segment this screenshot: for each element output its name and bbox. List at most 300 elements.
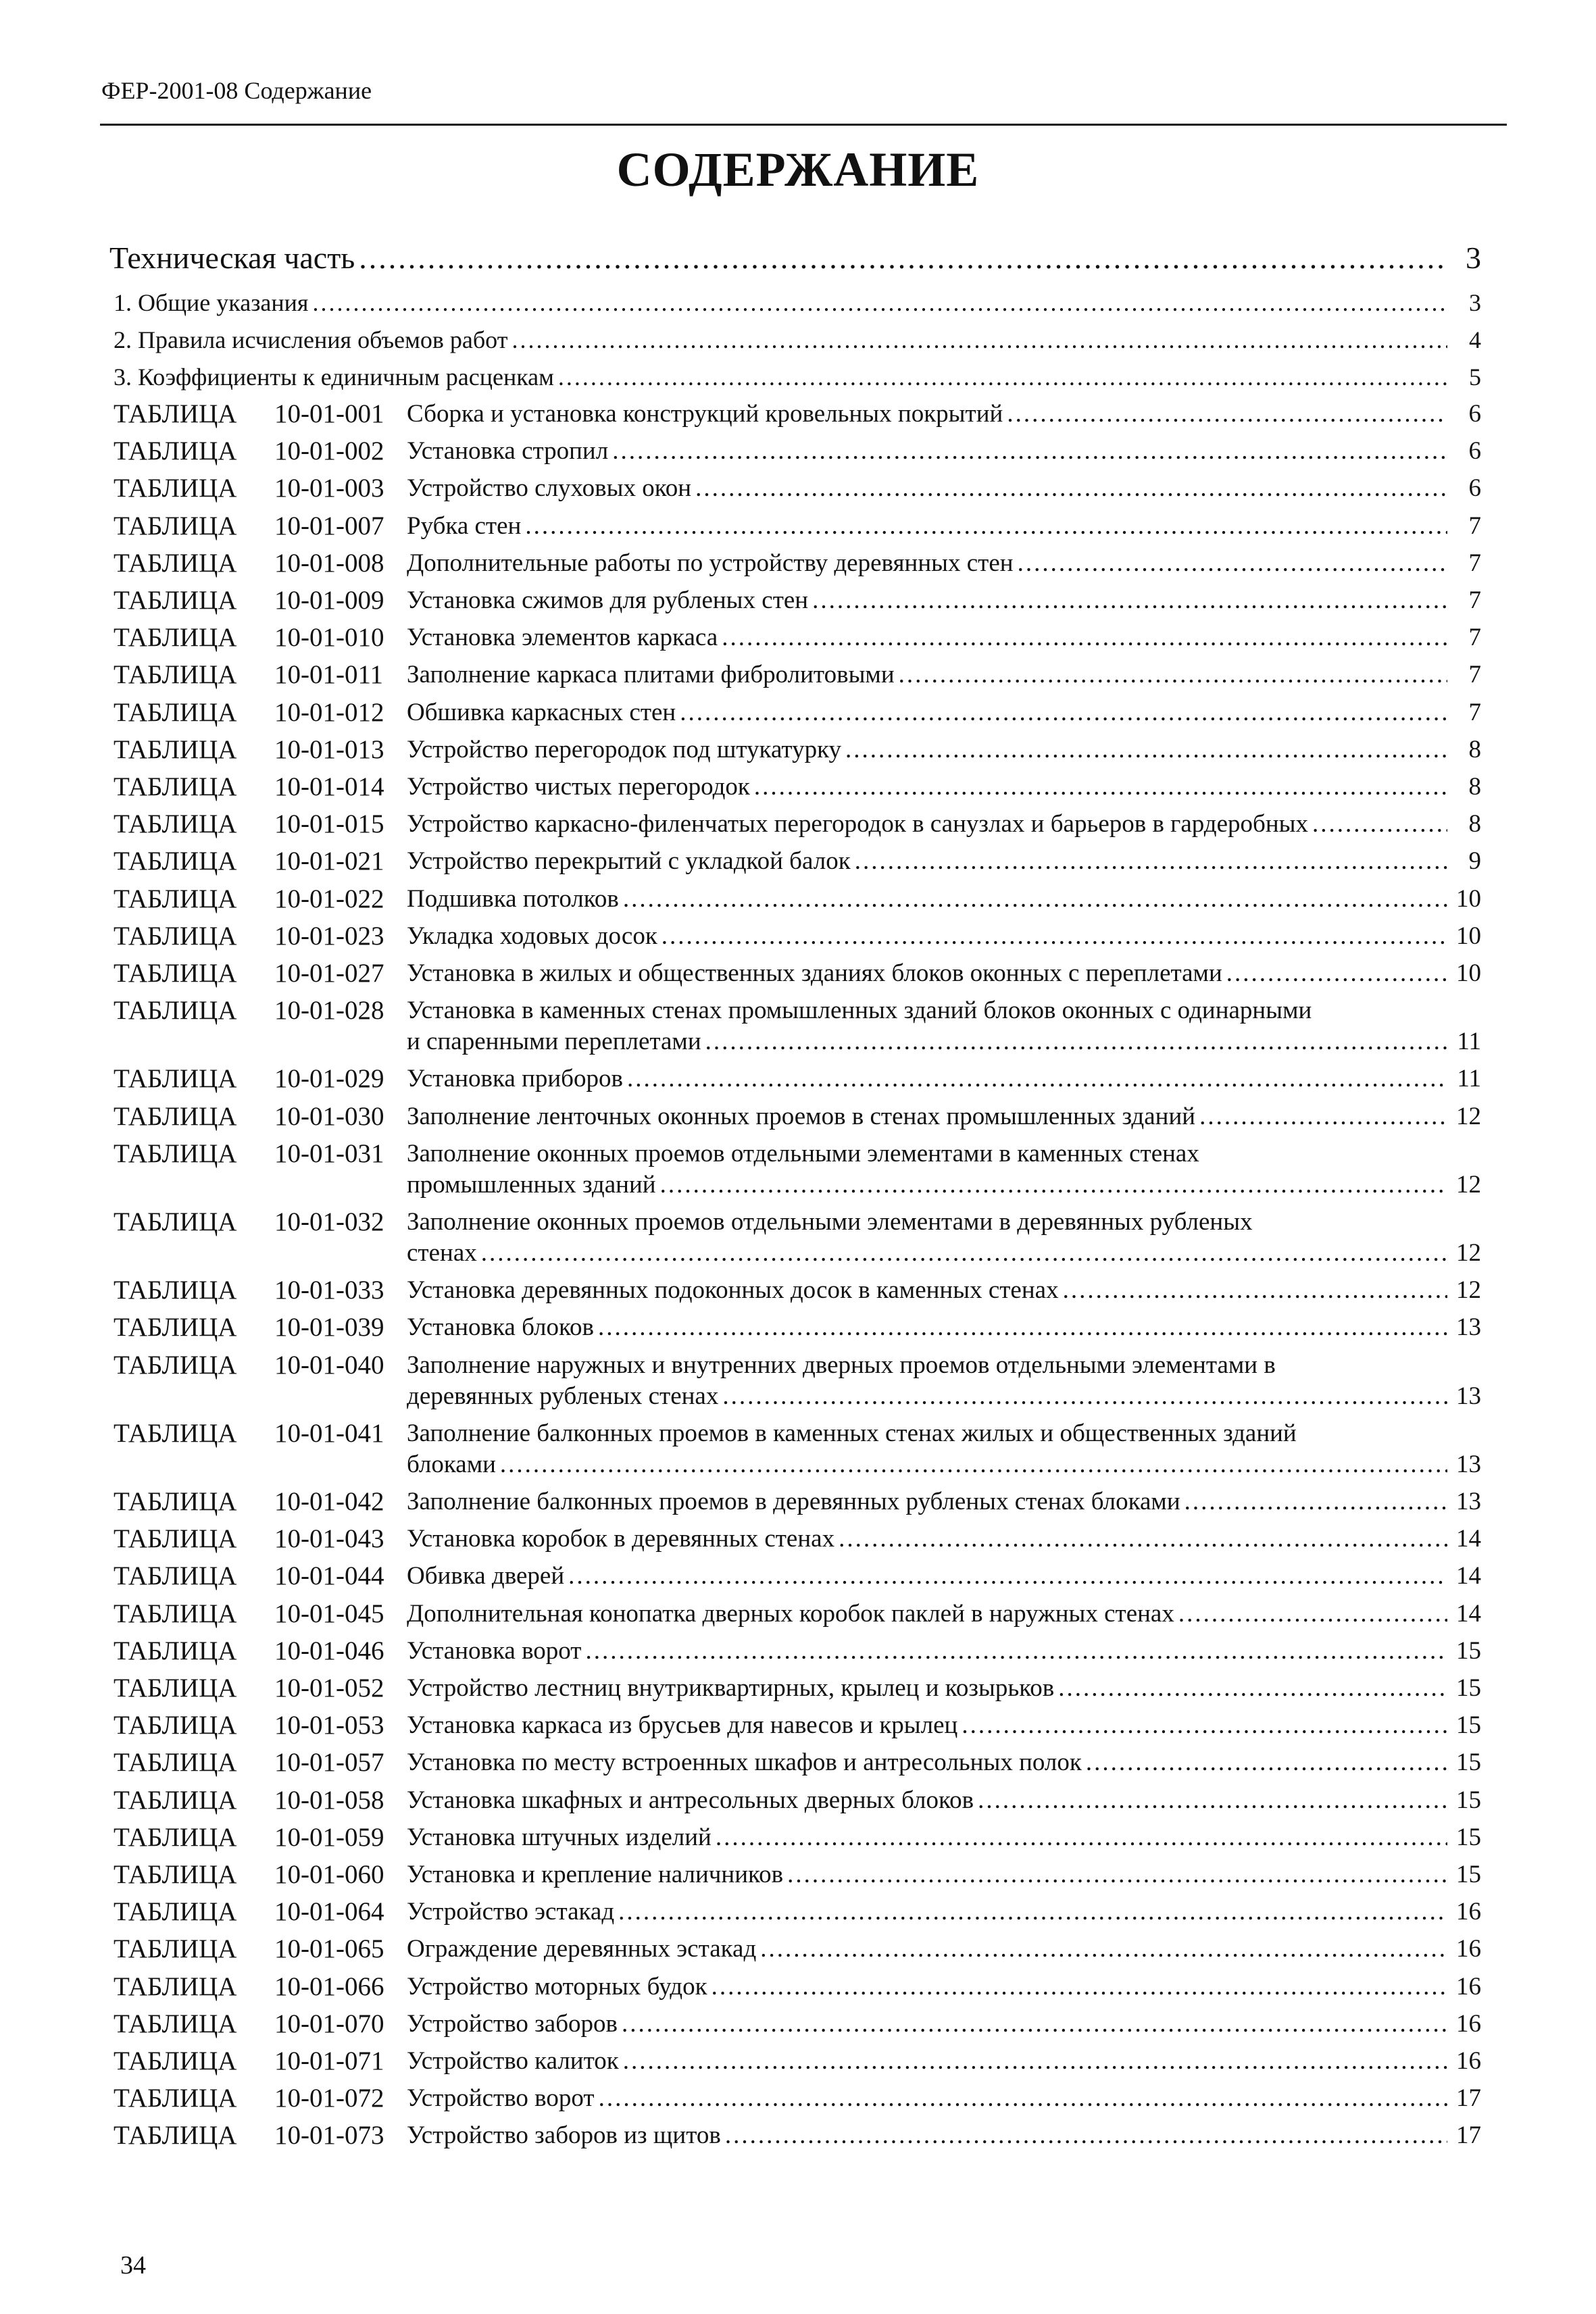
entry-title: Устройство эстакад	[407, 1898, 615, 1926]
entry-title: Дополнительные работы по устройству деревянных стен	[407, 549, 1014, 577]
toc-section-page: 3	[1466, 241, 1481, 275]
dot-leader	[855, 846, 1447, 877]
entry-page: 15	[1456, 1636, 1481, 1665]
toc-table-entry[interactable]	[407, 659, 1481, 690]
entry-title: Установка деревянных подоконных досок в каменных стенах	[407, 1276, 1059, 1305]
table-code: 10-01-002	[274, 436, 384, 466]
table-code: 10-01-007	[274, 511, 384, 540]
toc-table-entry[interactable]	[407, 921, 1481, 952]
table-code: 10-01-022	[274, 884, 384, 913]
entry-page: 16	[1456, 2009, 1481, 2038]
toc-subsection[interactable]	[114, 325, 1481, 355]
toc-subsection[interactable]	[114, 362, 1481, 392]
entry-title: и спаренными переплетами	[407, 1028, 701, 1056]
table-code: 10-01-060	[274, 1860, 384, 1889]
table-code: 10-01-030	[274, 1101, 384, 1131]
dot-leader	[622, 2009, 1447, 2040]
table-code: 10-01-065	[274, 1934, 384, 1964]
entry-title: Установка элементов каркаса	[407, 624, 718, 652]
entry-last-line	[407, 1599, 1481, 1630]
toc-subsection-page: 3	[1469, 289, 1481, 316]
table-keyword: ТАБЛИЦА	[114, 1860, 237, 1889]
entry-title: Устройство заборов из щитов	[407, 2121, 721, 2150]
toc-table-entry[interactable]	[407, 1418, 1481, 1480]
entry-title: стенах	[407, 1239, 477, 1267]
entry-page: 17	[1456, 2121, 1481, 2150]
entry-last-line	[407, 1785, 1481, 1816]
toc-table-entry[interactable]	[407, 1859, 1481, 1890]
entry-last-line	[407, 1822, 1481, 1853]
entry-title: Устройство слуховых окон	[407, 474, 692, 503]
table-keyword: ТАБЛИЦА	[114, 1207, 237, 1236]
entry-last-line	[407, 1026, 1481, 1057]
dot-leader	[525, 511, 1447, 542]
table-keyword: ТАБЛИЦА	[114, 1064, 237, 1094]
entry-last-line	[407, 1169, 1481, 1201]
table-keyword: ТАБЛИЦА	[114, 1822, 237, 1852]
dot-leader	[662, 921, 1447, 952]
toc-table-entry[interactable]	[407, 1350, 1481, 1412]
toc-table-entry[interactable]	[407, 1486, 1481, 1517]
toc-section[interactable]	[109, 239, 1481, 277]
table-code: 10-01-045	[274, 1599, 384, 1628]
dot-leader	[1058, 1673, 1447, 1704]
entry-title: Установка и крепление наличников	[407, 1861, 784, 1888]
dot-leader	[812, 585, 1447, 616]
toc-table-entry[interactable]	[407, 1822, 1481, 1853]
dot-leader	[845, 734, 1447, 765]
dot-leader	[760, 1934, 1447, 1965]
entry-page: 14	[1456, 1599, 1481, 1628]
page-number: 34	[120, 2251, 146, 2280]
dot-leader	[754, 772, 1447, 803]
entry-title: Установка в жилых и общественных зданиях блоков оконных с переплетами	[407, 959, 1222, 987]
dot-leader	[500, 1449, 1447, 1480]
toc-table-entry[interactable]	[407, 1101, 1481, 1132]
toc-table-entry[interactable]	[407, 2046, 1481, 2077]
table-keyword: ТАБЛИЦА	[114, 1748, 237, 1778]
dot-leader	[1226, 958, 1447, 989]
toc-table-entry[interactable]	[407, 2083, 1481, 2114]
table-code: 10-01-001	[274, 399, 384, 428]
toc-table-entry[interactable]	[407, 1138, 1481, 1201]
entry-title: Установка шкафных и антресольных дверных блоков	[407, 1786, 974, 1814]
dot-leader	[962, 1710, 1447, 1741]
table-keyword: ТАБЛИЦА	[114, 1636, 237, 1665]
toc-subsection-page: 5	[1469, 363, 1481, 391]
entry-last-line	[407, 1859, 1481, 1890]
entry-title: Сборка и установка конструкций кровельных покрытий	[407, 400, 1003, 428]
table-code: 10-01-008	[274, 548, 384, 578]
entry-page: 14	[1456, 1562, 1481, 1590]
entry-title: Устройство калиток	[407, 2047, 619, 2075]
toc-subsection-label: 1. Общие указания	[114, 289, 309, 316]
table-keyword: ТАБЛИЦА	[114, 1138, 237, 1168]
dot-leader	[612, 436, 1447, 467]
toc-table-entry[interactable]	[407, 1747, 1481, 1778]
entry-title: Установка стропил	[407, 437, 609, 466]
table-keyword: ТАБЛИЦА	[114, 996, 237, 1026]
toc-table-entry[interactable]	[407, 884, 1481, 915]
entry-last-line	[407, 1710, 1481, 1741]
toc-table-entry[interactable]	[407, 809, 1481, 840]
toc-table-entry[interactable]	[407, 1934, 1481, 1965]
entry-last-line	[407, 884, 1481, 915]
entry-page: 7	[1468, 661, 1481, 689]
entry-title: Установка по месту встроенных шкафов и антресольных полок	[407, 1749, 1082, 1777]
toc-table-entry[interactable]	[407, 511, 1481, 542]
table-keyword: ТАБЛИЦА	[114, 436, 237, 466]
table-code: 10-01-053	[274, 1711, 384, 1740]
entry-page: 12	[1456, 1276, 1481, 1305]
entry-page: 16	[1456, 2047, 1481, 2075]
table-code: 10-01-011	[274, 660, 384, 690]
dot-leader	[623, 884, 1447, 915]
toc-table-entry[interactable]	[407, 846, 1481, 877]
entry-page: 9	[1468, 847, 1481, 876]
toc-table-entry[interactable]	[407, 734, 1481, 765]
dot-leader	[558, 362, 1447, 392]
entry-last-line	[407, 772, 1481, 803]
entry-title: Подшивка потолков	[407, 884, 619, 913]
entry-page: 11	[1457, 1065, 1481, 1093]
toc-table-entry[interactable]	[407, 995, 1481, 1057]
table-code: 10-01-052	[274, 1674, 384, 1703]
table-keyword: ТАБЛИЦА	[114, 1897, 237, 1927]
entry-page: 16	[1456, 1972, 1481, 2001]
table-code: 10-01-032	[274, 1207, 384, 1236]
entry-page: 7	[1468, 698, 1481, 726]
table-keyword: ТАБЛИЦА	[114, 399, 237, 428]
entry-page: 17	[1456, 2084, 1481, 2113]
toc-table-entry[interactable]	[407, 1599, 1481, 1630]
entry-page: 13	[1456, 1382, 1481, 1410]
table-code: 10-01-021	[274, 847, 384, 876]
entry-last-line	[407, 473, 1481, 504]
entry-page: 15	[1456, 1786, 1481, 1814]
dot-leader	[716, 1822, 1447, 1853]
entry-last-line	[407, 734, 1481, 765]
table-code: 10-01-043	[274, 1524, 384, 1554]
table-keyword: ТАБЛИЦА	[114, 697, 237, 727]
header-rule	[100, 124, 1507, 126]
entry-page: 12	[1456, 1170, 1481, 1199]
table-keyword: ТАБЛИЦА	[114, 1418, 237, 1448]
entry-last-line	[407, 1896, 1481, 1928]
entry-title: Установка блоков	[407, 1313, 595, 1342]
entry-last-line	[407, 659, 1481, 690]
toc-table-entry[interactable]	[407, 1275, 1481, 1306]
table-keyword: ТАБЛИЦА	[114, 2084, 237, 2113]
table-code: 10-01-041	[274, 1418, 384, 1448]
entry-page: 10	[1456, 922, 1481, 950]
entry-last-line	[407, 1524, 1481, 1555]
toc-table-entry[interactable]	[407, 1896, 1481, 1928]
table-code: 10-01-066	[274, 1971, 384, 2001]
dot-leader	[359, 239, 1447, 277]
dot-leader	[787, 1859, 1447, 1890]
table-code: 10-01-023	[274, 921, 384, 951]
dot-leader	[599, 2083, 1447, 2114]
entry-page: 12	[1456, 1239, 1481, 1267]
toc-table-entry[interactable]	[407, 1524, 1481, 1555]
table-code: 10-01-046	[274, 1636, 384, 1665]
entry-last-line	[407, 585, 1481, 616]
table-keyword: ТАБЛИЦА	[114, 474, 237, 503]
entry-last-line	[407, 1063, 1481, 1095]
toc-table-entry[interactable]	[407, 1673, 1481, 1704]
table-code: 10-01-042	[274, 1487, 384, 1516]
entry-page: 7	[1468, 624, 1481, 652]
table-code: 10-01-013	[274, 734, 384, 764]
dot-leader	[618, 1896, 1447, 1928]
entry-last-line	[407, 1101, 1481, 1132]
table-code: 10-01-010	[274, 623, 384, 653]
entry-page: 15	[1456, 1861, 1481, 1888]
table-code: 10-01-033	[274, 1276, 384, 1305]
toc-table-entry[interactable]	[407, 1561, 1481, 1592]
table-keyword: ТАБЛИЦА	[114, 1971, 237, 2001]
dot-leader	[680, 697, 1447, 728]
entry-title: деревянных рубленых стенах	[407, 1382, 719, 1410]
entry-last-line	[407, 1561, 1481, 1592]
toc-section-label: Техническая часть	[109, 241, 355, 275]
toc-table-entry[interactable]	[407, 473, 1481, 504]
entry-page: 15	[1456, 1823, 1481, 1851]
dot-leader	[1086, 1747, 1447, 1778]
dot-leader	[627, 1063, 1447, 1095]
table-keyword: ТАБЛИЦА	[114, 809, 237, 839]
entry-last-line	[407, 1312, 1481, 1343]
entry-last-line	[407, 622, 1481, 653]
table-keyword: ТАБЛИЦА	[114, 2009, 237, 2038]
table-code: 10-01-028	[274, 996, 384, 1026]
table-code: 10-01-073	[274, 2121, 384, 2150]
table-code: 10-01-039	[274, 1313, 384, 1342]
entry-page: 7	[1468, 586, 1481, 614]
toc-table-entry[interactable]	[407, 2120, 1481, 2151]
toc-table-entry[interactable]	[407, 1710, 1481, 1741]
entry-title: Устройство лестниц внутриквартирных, крылец и козырьков	[407, 1674, 1055, 1702]
entry-title: Укладка ходовых досок	[407, 922, 657, 950]
dot-leader	[1178, 1599, 1447, 1630]
table-keyword: ТАБЛИЦА	[114, 548, 237, 578]
table-code: 10-01-029	[274, 1064, 384, 1094]
dot-leader	[512, 325, 1447, 355]
dot-leader	[313, 288, 1448, 318]
entry-last-line	[407, 921, 1481, 952]
entry-title: блоками	[407, 1450, 496, 1478]
entry-title: Устройство моторных будок	[407, 1972, 707, 2001]
table-code: 10-01-058	[274, 1785, 384, 1815]
table-code: 10-01-059	[274, 1822, 384, 1852]
entry-page: 8	[1468, 810, 1481, 838]
dot-leader	[722, 622, 1447, 653]
entry-last-line	[407, 2120, 1481, 2151]
entry-last-line	[407, 1673, 1481, 1704]
table-keyword: ТАБЛИЦА	[114, 921, 237, 951]
entry-page: 16	[1456, 1935, 1481, 1963]
table-code: 10-01-015	[274, 809, 384, 839]
dot-leader	[623, 2046, 1447, 2077]
table-keyword: ТАБЛИЦА	[114, 1350, 237, 1380]
table-keyword: ТАБЛИЦА	[114, 1561, 237, 1591]
entry-title: Заполнение каркаса плитами фибролитовыми	[407, 661, 895, 689]
dot-leader	[722, 1381, 1447, 1412]
dot-leader	[598, 1312, 1447, 1343]
entry-title: Дополнительная конопатка дверных коробок паклей в наружных стенах	[407, 1599, 1174, 1628]
entry-last-line	[407, 1971, 1481, 2003]
table-keyword: ТАБЛИЦА	[114, 959, 237, 988]
toc-subsection-page: 4	[1469, 326, 1481, 353]
table-code: 10-01-071	[274, 2046, 384, 2076]
dot-leader	[1018, 548, 1447, 579]
entry-line: Установка в каменных стенах промышленных зданий блоков оконных с одинарными	[407, 997, 1312, 1025]
toc-table-entry[interactable]	[407, 1785, 1481, 1816]
entry-last-line	[407, 436, 1481, 467]
toc-table-entry[interactable]	[407, 585, 1481, 616]
dot-leader	[1312, 809, 1447, 840]
entry-title: Устройство каркасно-филенчатых перегородок в санузлах и барьеров в гардеробных	[407, 810, 1309, 838]
entry-page: 6	[1468, 474, 1481, 503]
table-code: 10-01-003	[274, 474, 384, 503]
entry-title: Установка ворот	[407, 1636, 582, 1665]
toc-table-entry[interactable]	[407, 1207, 1481, 1269]
toc-table-entry[interactable]	[407, 1636, 1481, 1667]
entry-title: Обшивка каркасных стен	[407, 698, 676, 726]
entry-page: 15	[1456, 1674, 1481, 1702]
entry-title: Обивка дверей	[407, 1562, 565, 1590]
table-code: 10-01-070	[274, 2009, 384, 2038]
toc-table-entry[interactable]	[407, 436, 1481, 467]
entry-last-line	[407, 1238, 1481, 1269]
table-keyword: ТАБЛИЦА	[114, 1313, 237, 1342]
table-keyword: ТАБЛИЦА	[114, 884, 237, 913]
table-code: 10-01-031	[274, 1138, 384, 1168]
dot-leader	[1063, 1275, 1447, 1306]
toc-table-entry[interactable]	[407, 772, 1481, 803]
entry-page: 16	[1456, 1898, 1481, 1926]
entry-title: Устройство заборов	[407, 2009, 618, 2038]
toc-subsection[interactable]	[114, 288, 1481, 318]
entry-title: Установка приборов	[407, 1065, 623, 1093]
entry-last-line	[407, 2083, 1481, 2114]
entry-last-line	[407, 1275, 1481, 1306]
entry-page: 15	[1456, 1711, 1481, 1740]
table-keyword: ТАБЛИЦА	[114, 1276, 237, 1305]
entry-page: 15	[1456, 1749, 1481, 1777]
entry-page: 12	[1456, 1102, 1481, 1130]
toc-table-entry[interactable]	[407, 1063, 1481, 1095]
entry-title: Рубка стен	[407, 511, 522, 540]
table-keyword: ТАБЛИЦА	[114, 1101, 237, 1131]
entry-page: 7	[1468, 549, 1481, 577]
entry-page: 7	[1468, 511, 1481, 540]
table-keyword: ТАБЛИЦА	[114, 586, 237, 615]
table-keyword: ТАБЛИЦА	[114, 1524, 237, 1554]
entry-title: Установка каркаса из брусьев для навесов и крылец	[407, 1711, 958, 1740]
table-keyword: ТАБЛИЦА	[114, 1785, 237, 1815]
entry-last-line	[407, 1747, 1481, 1778]
toc-table-entry[interactable]	[407, 1312, 1481, 1343]
entry-title: Установка штучных изделий	[407, 1823, 712, 1851]
entry-last-line	[407, 1449, 1481, 1480]
table-keyword: ТАБЛИЦА	[114, 847, 237, 876]
toc-table-entry[interactable]	[407, 399, 1481, 430]
entry-title: Установка сжимов для рубленых стен	[407, 586, 809, 614]
entry-title: Заполнение балконных проемов в деревянных рубленых стенах блоками	[407, 1488, 1180, 1515]
entry-last-line	[407, 809, 1481, 840]
entry-page: 10	[1456, 959, 1481, 987]
toc-subsection-label: 2. Правила исчисления объемов работ	[114, 326, 508, 353]
dot-leader	[1199, 1101, 1447, 1132]
table-code: 10-01-072	[274, 2084, 384, 2113]
dot-leader	[1184, 1486, 1447, 1517]
dot-leader	[839, 1524, 1447, 1555]
table-keyword: ТАБЛИЦА	[114, 1711, 237, 1740]
entry-page: 8	[1468, 735, 1481, 763]
dot-leader	[695, 473, 1447, 504]
entry-title: Устройство ворот	[407, 2084, 595, 2113]
toc-table-entry[interactable]	[407, 958, 1481, 989]
table-keyword: ТАБЛИЦА	[114, 2121, 237, 2150]
table-code: 10-01-014	[274, 772, 384, 801]
entry-title: Устройство чистых перегородок	[407, 773, 750, 801]
toc-table-entry[interactable]	[407, 2009, 1481, 2040]
table-code: 10-01-009	[274, 586, 384, 615]
entry-last-line	[407, 846, 1481, 877]
entry-last-line	[407, 548, 1481, 579]
toc-table-entry[interactable]	[407, 697, 1481, 728]
entry-last-line	[407, 697, 1481, 728]
entry-line: Заполнение оконных проемов отдельными элементами в деревянных рубленых	[407, 1208, 1253, 1236]
entry-last-line	[407, 1486, 1481, 1517]
entry-page: 6	[1468, 400, 1481, 428]
entry-page: 14	[1456, 1525, 1481, 1553]
entry-page: 11	[1457, 1028, 1481, 1056]
entry-page: 13	[1456, 1313, 1481, 1342]
entry-title: Заполнение ленточных оконных проемов в стенах промышленных зданий	[407, 1102, 1196, 1130]
table-code: 10-01-040	[274, 1350, 384, 1380]
entry-line: Заполнение оконных проемов отдельными элементами в каменных стенах	[407, 1139, 1199, 1167]
table-keyword: ТАБЛИЦА	[114, 1487, 237, 1516]
entry-last-line	[407, 1636, 1481, 1667]
toc-table-entry[interactable]	[407, 548, 1481, 579]
table-keyword: ТАБЛИЦА	[114, 511, 237, 540]
dot-leader	[899, 659, 1447, 690]
table-keyword: ТАБЛИЦА	[114, 1674, 237, 1703]
dot-leader	[978, 1785, 1447, 1816]
entry-title: Устройство перекрытий с укладкой балок	[407, 847, 851, 876]
entry-last-line	[407, 1381, 1481, 1412]
table-keyword: ТАБЛИЦА	[114, 1934, 237, 1964]
entry-line: Заполнение наружных и внутренних дверных проемов отдельными элементами в	[407, 1351, 1276, 1379]
table-keyword: ТАБЛИЦА	[114, 1599, 237, 1628]
entry-page: 8	[1468, 773, 1481, 801]
toc-table-entry[interactable]	[407, 1971, 1481, 2003]
entry-last-line	[407, 399, 1481, 430]
entry-page: 6	[1468, 437, 1481, 466]
entry-last-line	[407, 958, 1481, 989]
dot-leader	[725, 2120, 1447, 2151]
dot-leader	[585, 1636, 1447, 1667]
table-keyword: ТАБЛИЦА	[114, 660, 237, 690]
dot-leader	[568, 1561, 1447, 1592]
table-code: 10-01-057	[274, 1748, 384, 1778]
toc-table-entry[interactable]	[407, 622, 1481, 653]
page-title: СОДЕРЖАНИЕ	[616, 143, 980, 197]
entry-last-line	[407, 2046, 1481, 2077]
